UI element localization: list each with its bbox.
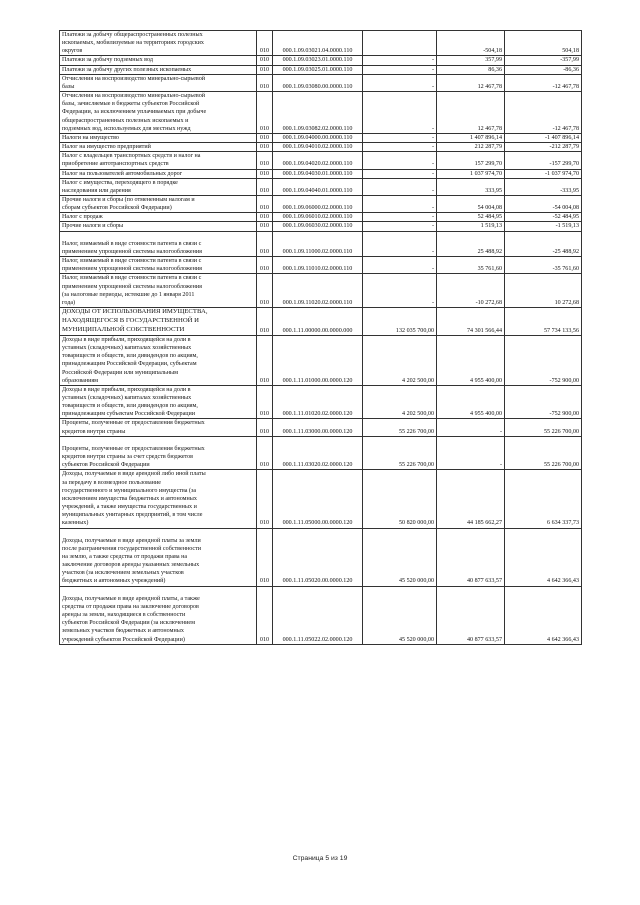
row-executed-cell: -10 272,68 (437, 274, 505, 308)
row-executed-cell: 333,95 (437, 178, 505, 195)
table-row (60, 528, 582, 586)
row-code-cell: 010 (257, 195, 273, 212)
row-name-cell: Проценты, полученные от предоставления бюджетных кредитов внутри страны (60, 419, 257, 436)
row-kbk-cell: 000.1.09.11020.02.0000.110 (273, 274, 363, 308)
row-code-cell: 010 (257, 178, 273, 195)
budget-revenue-table (59, 30, 582, 645)
row-name-cell: Налог с имущества, переходящего в порядке наследования или дарения (60, 178, 257, 195)
row-kbk-cell: 000.1.09.03082.02.0000.110 (273, 92, 363, 134)
row-remaining-cell: -357,99 (505, 56, 582, 65)
row-name-cell: Доходы, получаемые в виде арендной либо иной платы за передачу в возмездное пользование государственного и муниципального имущества (за исключением имущества бюджетных и автономных учреждений, а также имущества государственных и муниципальных унитарных предприятий, в том числе казенных) (60, 470, 257, 528)
row-name-cell: Доходы, получаемые в виде арендной платы, а также средства от продажи права на заключение договоров аренды за земли, находящиеся в собственности субъектов Российской Федерации (за исключением земельных участков бюджетных и автономных учреждений субъектов Российской Федерации) (60, 586, 257, 644)
row-executed-cell: 40 877 633,57 (437, 586, 505, 644)
row-executed-cell: 1 519,13 (437, 222, 505, 231)
row-remaining-cell: 55 226 700,00 (505, 419, 582, 436)
row-planned-cell: - (363, 222, 437, 231)
row-planned-cell: 4 202 500,00 (363, 335, 437, 385)
row-name-cell: Доходы в виде прибыли, приходящейся на доли в уставных (складочных) капиталах хозяйственных товариществ и обществ, или дивидендов по акциям, принадлежащим субъектам Российской Федерации (60, 385, 257, 419)
row-kbk-cell: 000.1.09.03023.01.0000.110 (273, 56, 363, 65)
row-executed-cell: 157 299,70 (437, 152, 505, 169)
row-name-cell: Проценты, полученные от предоставления бюджетных кредитов внутри страны за счет средств бюджетов субъектов Российской Федерации (60, 436, 257, 470)
page-number-footer: Страница 5 из 19 (292, 855, 348, 862)
row-code-cell: 010 (257, 143, 273, 152)
table-row (60, 178, 582, 195)
row-kbk-cell: 000.1.09.06000.02.0000.110 (273, 195, 363, 212)
row-planned-cell: - (363, 178, 437, 195)
row-code-cell: 010 (257, 528, 273, 586)
table-row (60, 436, 582, 470)
table-row (60, 74, 582, 91)
row-executed-cell: - (437, 419, 505, 436)
row-kbk-cell: 000.1.11.00000.00.0000.000 (273, 308, 363, 336)
row-planned-cell: - (363, 133, 437, 142)
row-code-cell: 010 (257, 65, 273, 74)
row-kbk-cell: 000.1.11.05000.00.0000.120 (273, 470, 363, 528)
row-executed-cell: 212 287,79 (437, 143, 505, 152)
table-row (60, 143, 582, 152)
table-row (60, 65, 582, 74)
row-name-cell: Доходы, получаемые в виде арендной платы за земли после разграничения государственной собственности на землю, а также средства от продажи права на заключение договоров аренды указанных земельных участков (за исключением земельных участков бюджетных и автономных учреждений) (60, 528, 257, 586)
row-kbk-cell: 000.1.09.03021.04.0000.110 (273, 31, 363, 56)
row-kbk-cell: 000.1.11.03020.02.0000.120 (273, 436, 363, 470)
row-planned-cell: - (363, 92, 437, 134)
row-code-cell: 010 (257, 133, 273, 142)
table-row (60, 222, 582, 231)
row-name-cell: Налог на имущество предприятий (60, 143, 257, 152)
row-kbk-cell: 000.1.09.06030.02.0000.110 (273, 222, 363, 231)
row-executed-cell: 357,99 (437, 56, 505, 65)
row-kbk-cell: 000.1.09.04010.02.0000.110 (273, 143, 363, 152)
row-planned-cell: 55 226 700,00 (363, 419, 437, 436)
row-name-cell: Отчисления на воспроизводство минерально-сырьевой базы (60, 74, 257, 91)
row-name-cell: Платежи за добычу общераспространенных полезных ископаемых, мобилизуемые на территориях городских округов (60, 31, 257, 56)
row-executed-cell: 12 467,78 (437, 74, 505, 91)
row-executed-cell: 44 185 662,27 (437, 470, 505, 528)
row-name-cell: Платежи за добычу других полезных ископаемых (60, 65, 257, 74)
table-row (60, 586, 582, 644)
row-code-cell: 010 (257, 31, 273, 56)
table-row (60, 92, 582, 134)
row-remaining-cell: 4 642 366,43 (505, 528, 582, 586)
row-executed-cell: 35 761,60 (437, 257, 505, 274)
row-kbk-cell: 000.1.09.03025.01.0000.110 (273, 65, 363, 74)
row-code-cell: 010 (257, 436, 273, 470)
row-code-cell: 010 (257, 274, 273, 308)
row-executed-cell: 25 488,92 (437, 231, 505, 256)
row-kbk-cell: 000.1.09.04000.00.0000.110 (273, 133, 363, 142)
row-remaining-cell: -12 467,78 (505, 74, 582, 91)
row-remaining-cell: -54 004,08 (505, 195, 582, 212)
row-kbk-cell: 000.1.09.04020.02.0000.110 (273, 152, 363, 169)
row-executed-cell: 52 484,95 (437, 213, 505, 222)
row-remaining-cell: -1 037 974,70 (505, 169, 582, 178)
row-planned-cell (363, 31, 437, 56)
row-executed-cell: -504,18 (437, 31, 505, 56)
row-code-cell: 010 (257, 152, 273, 169)
row-planned-cell: 132 035 700,00 (363, 308, 437, 336)
row-remaining-cell: 55 226 700,00 (505, 436, 582, 470)
row-remaining-cell: -212 287,79 (505, 143, 582, 152)
table-row (60, 31, 582, 56)
row-remaining-cell: -35 761,60 (505, 257, 582, 274)
row-kbk-cell: 000.1.09.03080.00.0000.110 (273, 74, 363, 91)
row-remaining-cell: -52 484,95 (505, 213, 582, 222)
table-row (60, 385, 582, 419)
row-executed-cell: 40 877 633,57 (437, 528, 505, 586)
table-row (60, 213, 582, 222)
row-remaining-cell: -157 299,70 (505, 152, 582, 169)
row-kbk-cell: 000.1.09.06010.02.0000.110 (273, 213, 363, 222)
table-row (60, 419, 582, 436)
table-body (60, 31, 582, 645)
row-remaining-cell: 4 642 366,43 (505, 586, 582, 644)
row-remaining-cell: -752 900,00 (505, 335, 582, 385)
row-code-cell: 010 (257, 74, 273, 91)
row-planned-cell: - (363, 56, 437, 65)
table-row (60, 56, 582, 65)
row-name-cell: Налог с продаж (60, 213, 257, 222)
row-code-cell: 010 (257, 56, 273, 65)
row-executed-cell: 1 407 896,14 (437, 133, 505, 142)
row-kbk-cell: 000.1.11.03000.00.0000.120 (273, 419, 363, 436)
row-planned-cell: 50 820 000,00 (363, 470, 437, 528)
row-name-cell: Налоги на имущество (60, 133, 257, 142)
row-kbk-cell: 000.1.11.05020.00.0000.120 (273, 528, 363, 586)
row-executed-cell: 74 301 566,44 (437, 308, 505, 336)
row-kbk-cell: 000.1.09.04030.01.0000.110 (273, 169, 363, 178)
table-row (60, 257, 582, 274)
row-planned-cell: - (363, 74, 437, 91)
row-executed-cell: 4 955 400,00 (437, 335, 505, 385)
row-code-cell: 010 (257, 222, 273, 231)
row-executed-cell: 86,36 (437, 65, 505, 74)
row-code-cell: 010 (257, 231, 273, 256)
row-remaining-cell: -752 900,00 (505, 385, 582, 419)
row-name-cell: Платежи за добычу подземных вод (60, 56, 257, 65)
row-name-cell: Налог, взимаемый в виде стоимости патента в связи с применением упрощенной системы налогообложения (60, 231, 257, 256)
row-remaining-cell: -1 519,13 (505, 222, 582, 231)
row-planned-cell: - (363, 152, 437, 169)
row-code-cell: 010 (257, 92, 273, 134)
row-executed-cell: 54 004,08 (437, 195, 505, 212)
row-remaining-cell: -12 467,78 (505, 92, 582, 134)
row-executed-cell: - (437, 436, 505, 470)
row-name-cell: Налог с владельцев транспортных средств и налог на приобретение автотранспортных средств (60, 152, 257, 169)
row-remaining-cell: 10 272,68 (505, 274, 582, 308)
row-code-cell: 010 (257, 257, 273, 274)
row-planned-cell: 45 520 000,00 (363, 586, 437, 644)
row-remaining-cell: 6 634 337,73 (505, 470, 582, 528)
row-planned-cell: - (363, 213, 437, 222)
row-planned-cell: - (363, 169, 437, 178)
row-name-cell: Налог на пользователей автомобильных дорог (60, 169, 257, 178)
table-row (60, 335, 582, 385)
row-code-cell: 010 (257, 385, 273, 419)
row-remaining-cell: 57 734 133,56 (505, 308, 582, 336)
row-planned-cell: - (363, 231, 437, 256)
table-row (60, 470, 582, 528)
table-row (60, 274, 582, 308)
row-code-cell: 010 (257, 586, 273, 644)
table-row (60, 195, 582, 212)
row-kbk-cell: 000.1.11.05022.02.0000.120 (273, 586, 363, 644)
row-remaining-cell: -25 488,92 (505, 231, 582, 256)
table-row (60, 152, 582, 169)
row-name-cell: Прочие налоги и сборы (60, 222, 257, 231)
row-planned-cell: 4 202 500,00 (363, 385, 437, 419)
row-executed-cell: 12 467,78 (437, 92, 505, 134)
row-kbk-cell: 000.1.11.01000.00.0000.120 (273, 335, 363, 385)
row-kbk-cell: 000.1.11.01020.02.0000.120 (273, 385, 363, 419)
row-code-cell: 010 (257, 419, 273, 436)
table-row (60, 133, 582, 142)
row-code-cell: 010 (257, 169, 273, 178)
row-planned-cell: 45 520 000,00 (363, 528, 437, 586)
row-name-cell: Налог, взимаемый в виде стоимости патента в связи с применением упрощенной системы налогообложения (за налоговые периоды, истекшие до 1 января 2011 года) (60, 274, 257, 308)
row-planned-cell: 55 226 700,00 (363, 436, 437, 470)
row-executed-cell: 1 037 974,70 (437, 169, 505, 178)
row-remaining-cell: -333,95 (505, 178, 582, 195)
row-code-cell: 010 (257, 470, 273, 528)
row-remaining-cell: 504,18 (505, 31, 582, 56)
row-code-cell: 010 (257, 335, 273, 385)
row-name-cell: Отчисления на воспроизводство минерально-сырьевой базы, зачисляемые в бюджеты субъектов Российской Федерации, за исключением уплачиваемых при добыче общераспространенных полезных ископаемых и подземных вод, используемых для местных нужд (60, 92, 257, 134)
table-row (60, 169, 582, 178)
table-row (60, 231, 582, 256)
row-kbk-cell: 000.1.09.04040.01.0000.110 (273, 178, 363, 195)
row-remaining-cell: -86,36 (505, 65, 582, 74)
row-executed-cell: 4 955 400,00 (437, 385, 505, 419)
row-kbk-cell: 000.1.09.11010.02.0000.110 (273, 257, 363, 274)
row-planned-cell: - (363, 274, 437, 308)
row-kbk-cell: 000.1.09.11000.02.0000.110 (273, 231, 363, 256)
row-name-cell: Доходы в виде прибыли, приходящейся на доли в уставных (складочных) капиталах хозяйственных товариществ и обществ, или дивидендов по акциям, принадлежащим Российской Федерации, субъектам Российской Федерации или муниципальным образованиям (60, 335, 257, 385)
table-row (60, 308, 582, 336)
row-code-cell: 010 (257, 308, 273, 336)
row-planned-cell: - (363, 257, 437, 274)
row-code-cell: 010 (257, 213, 273, 222)
row-name-cell: Прочие налоги и сборы (по отмененным налогам и сборам субъектов Российской Федерации) (60, 195, 257, 212)
row-planned-cell: - (363, 143, 437, 152)
row-name-cell: ДОХОДЫ ОТ ИСПОЛЬЗОВАНИЯ ИМУЩЕСТВА, НАХОДЯЩЕГОСЯ В ГОСУДАРСТВЕННОЙ И МУНИЦИПАЛЬНОЙ СОБСТВЕННОСТИ (60, 308, 257, 336)
row-planned-cell: - (363, 65, 437, 74)
row-planned-cell: - (363, 195, 437, 212)
row-remaining-cell: -1 407 896,14 (505, 133, 582, 142)
row-name-cell: Налог, взимаемый в виде стоимости патента в связи с применением упрощенной системы налогообложения (60, 257, 257, 274)
